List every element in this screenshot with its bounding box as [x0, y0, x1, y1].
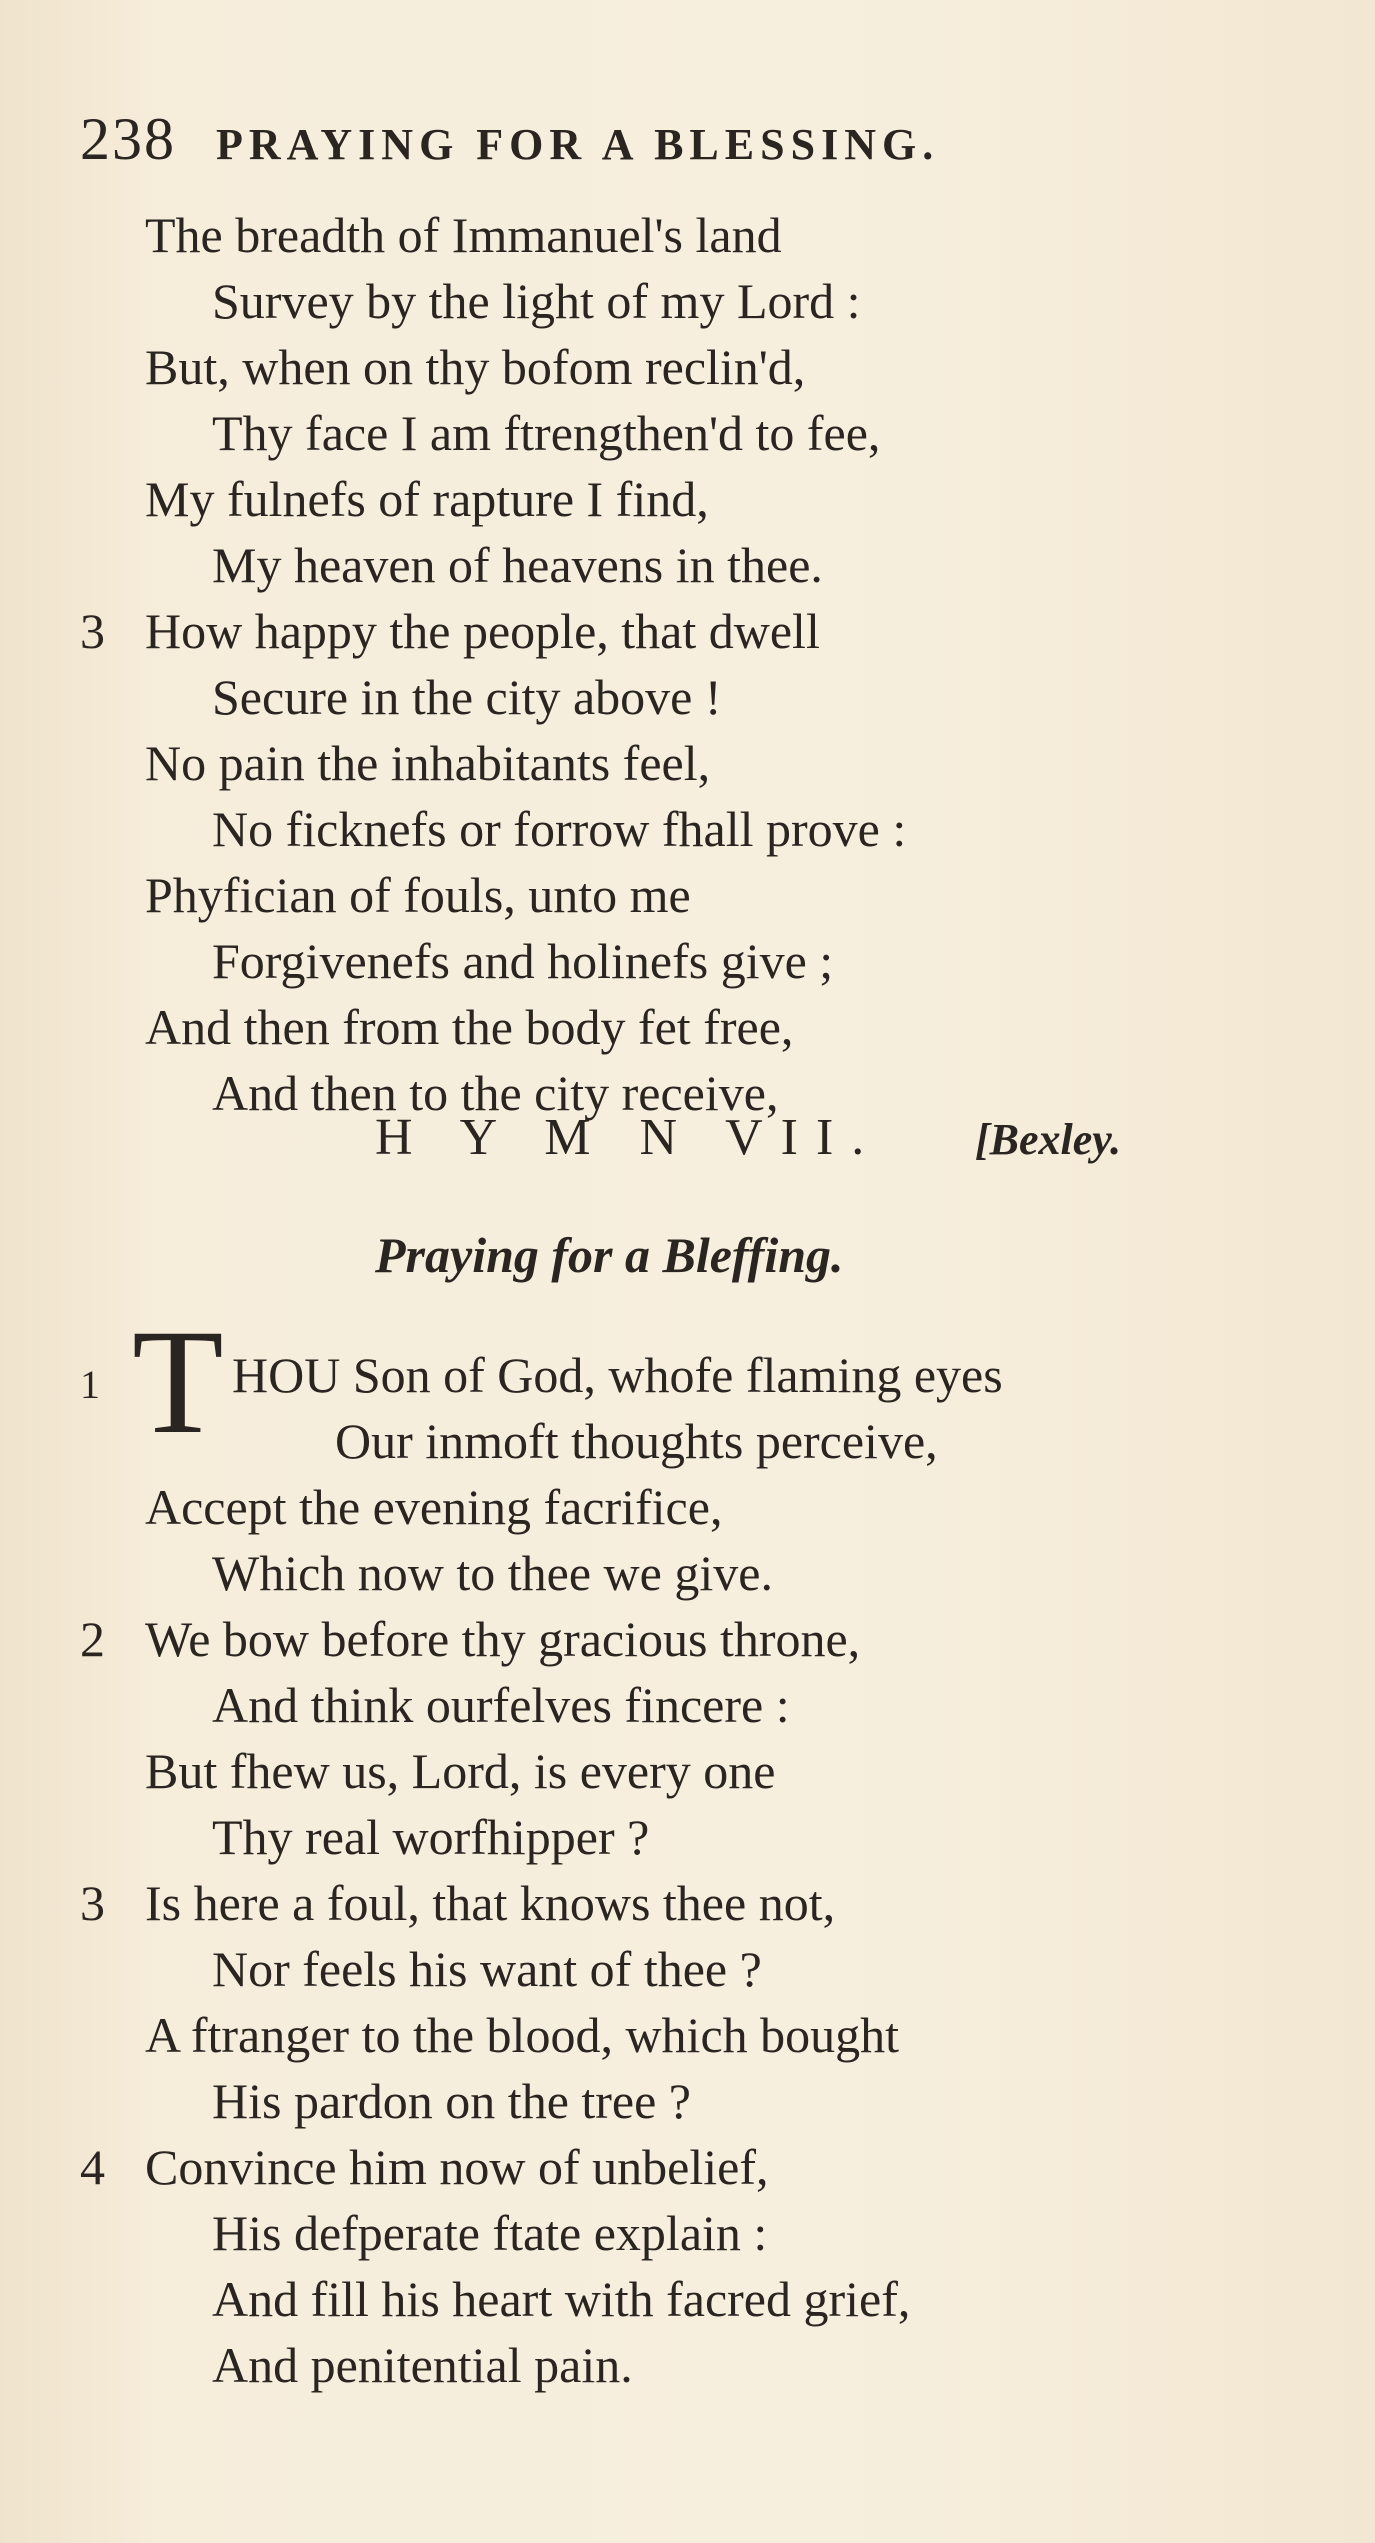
stanza-number: 3 [80, 603, 105, 659]
verse-line: Forgivenefs and holinefs give ; [212, 933, 834, 989]
verse-line: And think ourfelves fincere : [212, 1677, 790, 1733]
verse-line: Nor feels his want of thee ? [212, 1941, 762, 1997]
drop-cap: T [132, 1299, 224, 1465]
verse-line: Thy real worfhipper ? [212, 1809, 650, 1865]
verse-line: My fulnefs of rapture I find, [145, 471, 709, 527]
verse-line: Is here a foul, that knows thee not, [145, 1875, 836, 1931]
verse-line: Which now to thee we give. [212, 1545, 773, 1601]
verse-line: We bow before thy gracious throne, [145, 1611, 861, 1667]
verse-line: His pardon on the tree ? [212, 2073, 692, 2129]
verse-line: And fill his heart with facred grief, [212, 2271, 911, 2327]
verse-line: My heaven of heavens in thee. [212, 537, 823, 593]
verse-line: The breadth of Immanuel's land [145, 207, 782, 263]
stanza-number: 4 [80, 2139, 105, 2195]
verse-line: How happy the people, that dwell [145, 603, 820, 659]
verse-line: Thy face I am ftrengthen'd to fee, [212, 405, 881, 461]
verse-line: A ftranger to the blood, which bought [145, 2007, 900, 2063]
verse-line: But fhew us, Lord, is every one [145, 1743, 776, 1799]
stanza-number: 1 [80, 1362, 100, 1407]
stanza-number: 3 [80, 1875, 105, 1931]
verse-line: Accept the evening facrifice, [145, 1479, 723, 1535]
running-title: PRAYING FOR A BLESSING. [216, 120, 940, 169]
verse-line: Our inmoft thoughts perceive, [335, 1413, 938, 1469]
verse-line: No ficknefs or forrow fhall prove : [212, 801, 907, 857]
running-head [80, 105, 1300, 175]
verse-line: Convince him now of unbelief, [145, 2139, 769, 2195]
verse-line: Phyfician of fouls, unto me [145, 867, 691, 923]
hymn-subtitle: Praying for a Bleffing. [375, 1227, 844, 1283]
verse-line: Survey by the light of my Lord : [212, 273, 861, 329]
verse-line: But, when on thy bofom reclin'd, [145, 339, 806, 395]
verse-line: Secure in the city above ! [212, 669, 722, 725]
verse-line: And then to the city receive, [212, 1065, 779, 1121]
verse-line: And then from the body fet free, [145, 999, 794, 1055]
page-number: 238 [80, 106, 176, 172]
verse-line: And penitential pain. [212, 2337, 633, 2393]
verse-line: His defperate ftate explain : [212, 2205, 768, 2261]
hymn-heading: H Y M N VII. [375, 1109, 883, 1166]
stanza-number: 2 [80, 1611, 105, 1667]
verse-line: No pain the inhabitants feel, [145, 735, 711, 791]
tune-name: [Bexley. [975, 1115, 1122, 1164]
verse-line: HOU Son of God, whofe flaming eyes [232, 1347, 1003, 1403]
